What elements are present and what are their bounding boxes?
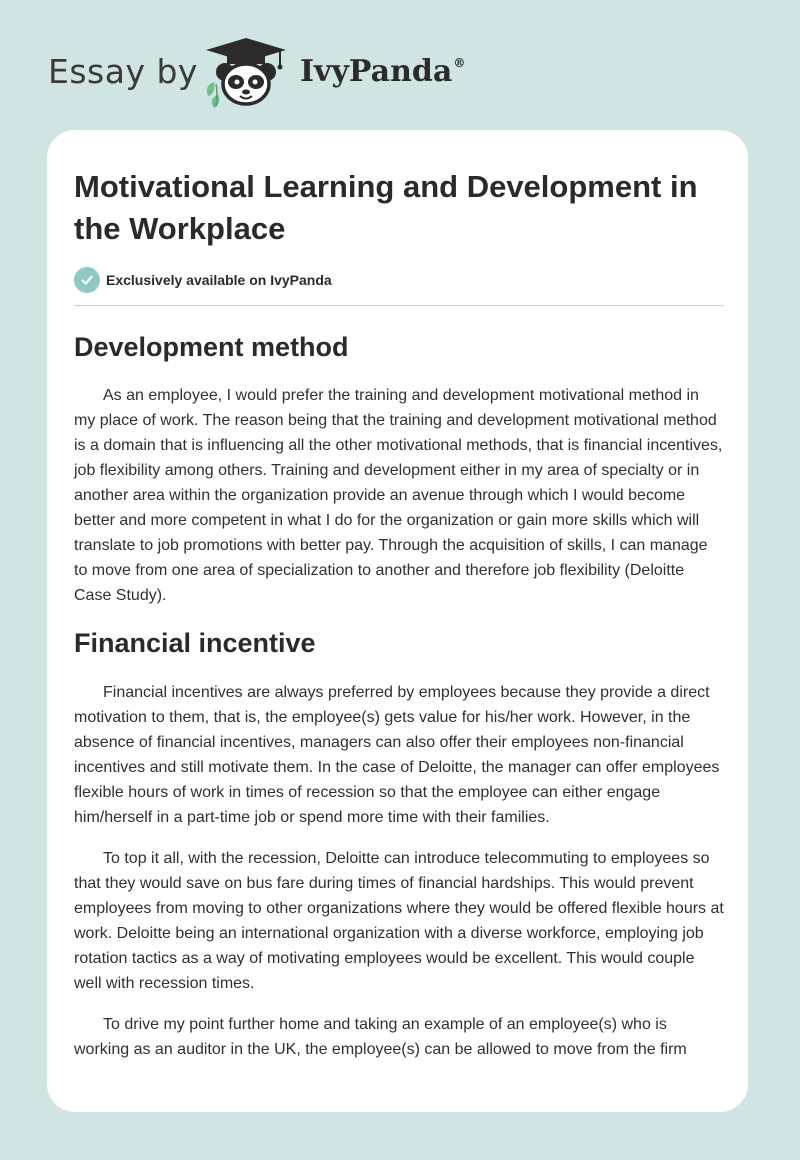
exclusive-label: Exclusively available on IvyPanda <box>106 272 332 288</box>
paragraph: As an employee, I would prefer the training and development motivational method in my place of work. The reason being that the training and development motivational method is a domain that is influencing all the other motivational methods, that is financial incentives, job flexibility among others. Training and development either in my area of specialty or in another area within the organization provide an avenue through which I would become better and more competent in what I do for the organization or gain more skills which will translate to job promotions with better pay. Through the acquisition of skills, I can manage to move from one area of specialization to another and therefore job flexibility (Deloitte Case Study). <box>74 387 723 604</box>
article-card <box>47 130 748 1112</box>
paragraph: To top it all, with the recession, Deloitte can introduce telecommuting to employees so that they would save on bus fare during times of financial hardships. This would prevent employees from moving to other organizations where they would be offered flexible hours at work. Deloitte being an international organization with a diverse workforce, employing job rotation tactics as a way of motivating employees would be excellent. This would couple well with recession times. <box>74 850 724 992</box>
check-icon <box>74 267 100 293</box>
ivypanda-logo-icon <box>200 36 292 108</box>
title-divider <box>74 305 724 306</box>
registered-mark: ® <box>453 56 466 70</box>
essay-by-label: Essay by <box>48 52 198 91</box>
brand-name: IvyPanda® <box>300 54 466 89</box>
section-heading: Development method <box>74 332 349 362</box>
site-header <box>48 36 468 108</box>
page-title: Motivational Learning and Development in the Workplace <box>74 169 698 246</box>
section-heading: Financial incentive <box>74 628 316 658</box>
paragraph: Financial incentives are always preferred by employees because they provide a direct motivation to them, that is, the employee(s) gets value for his/her work. However, in the absence of financial incentives, managers can also offer their employees non-financial incentives and still motivate them. In the case of Deloitte, the manager can offer employees flexible hours of work in times of recession so that the employee can either engage him/herself in a part-time job or spend more time with their families. <box>74 684 720 826</box>
exclusive-badge <box>74 267 724 293</box>
article-content <box>74 130 724 1062</box>
paragraph: To drive my point further home and taking an example of an employee(s) who is working as an auditor in the UK, the employee(s) can be allowed to move from the firm <box>74 1016 687 1058</box>
